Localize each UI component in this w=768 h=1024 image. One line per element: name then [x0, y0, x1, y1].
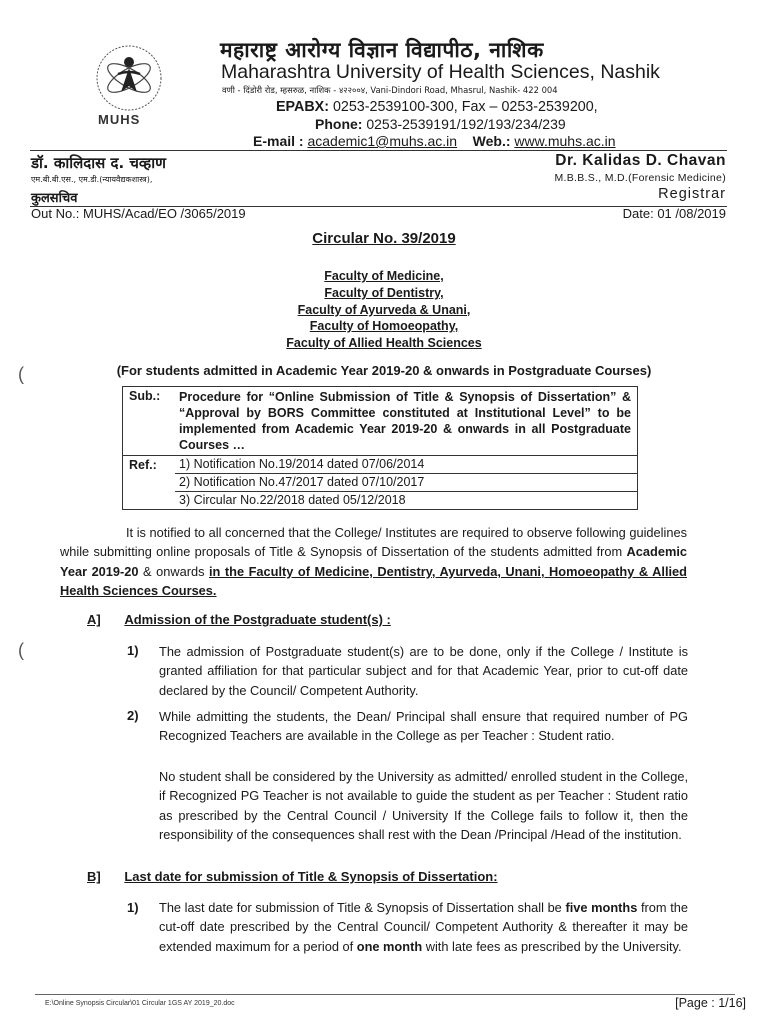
email-link[interactable]: academic1@muhs.ac.in [307, 133, 458, 149]
epabx-line [276, 99, 598, 115]
reference-row [123, 456, 637, 509]
email-label: E-mail : [253, 133, 304, 149]
faculty-item: Faculty of Homoeopathy, [309, 319, 459, 334]
registrar-quals: M.B.B.S., M.D.(Forensic Medicine) [554, 172, 726, 184]
faculty-item: Faculty of Medicine, [324, 269, 444, 283]
footer-file-path: E:\Online Synopsis Circular\01 Circular 1GS AY 2019_20.doc [45, 1000, 235, 1007]
section-b-text-c: from the cut-off date prescribed by the Central Council/ Competent Authority & thereafter it may be extended maximum for a period of [159, 900, 688, 954]
intro-faculties: in the Faculty of Medicine, Dentistry, Ayurveda, Unani, Homoeopathy & Allied Health Sciences Courses. [60, 563, 687, 599]
section-a-item-1-number: 1) [127, 643, 139, 658]
faculty-item: Faculty of Ayurveda & Unani, [297, 302, 471, 317]
epabx-value: 0253-2539100-300, Fax – 0253-2539200, [328, 99, 598, 115]
punch-mark: ( [18, 364, 24, 384]
reference-item: 3) Circular No.22/2018 dated 05/12/2018 [179, 493, 406, 507]
reference-list [175, 456, 637, 509]
epabx-label: EPABX: [276, 99, 329, 115]
phone-line [315, 116, 566, 132]
section-a-letter: A] [87, 612, 101, 627]
section-b-text-a: The last date for submission of Title & Synopsis of Dissertation shall be [159, 900, 566, 915]
registrar-name-hindi: डॉ. कालिदास द. चव्हाण [31, 154, 166, 172]
outward-number: Out No.: MUHS/Acad/EO /3065/2019 [31, 206, 246, 221]
section-a-item-2-number: 2) [127, 708, 139, 723]
faculty-item: Faculty of Allied Health Sciences [286, 336, 482, 351]
university-name-hindi: महाराष्ट्र आरोग्य विज्ञान विद्यापीठ, नाशिक [220, 38, 544, 62]
footer-divider [35, 994, 735, 995]
phone-label: Phone: [315, 116, 363, 132]
intro-text: It is notified to all concerned that the College/ Institutes are required to observe following guidelines while submitting online proposals of Title & Synopsis of Dissertation of the students admitted from [60, 525, 687, 560]
email-web-line [253, 133, 616, 149]
registrar-designation: Registrar [658, 186, 726, 202]
subject-reference-table [122, 386, 638, 510]
circular-date: Date: 01 /08/2019 [622, 206, 726, 221]
subject-text: Procedure for “Online Submission of Title & Synopsis of Dissertation” & “Approval by BORS Committee constituted at Institutional Level” to be implemented from Academic Year 2019-20 & onwards in all Postgraduate Courses … [179, 390, 631, 452]
section-a-item-1-text: The admission of Postgraduate student(s) are to be done, only if the College / Institute is granted affiliation for that particular subject and for that Academic Year, prior to cut-off date declared by the Council/ Competent Authority. [159, 644, 688, 698]
section-b-letter: B] [87, 869, 101, 884]
punch-mark: ( [18, 640, 24, 660]
intro-mid: & onwards [138, 563, 209, 579]
registrar-designation-hindi: कुलसचिव [31, 191, 78, 206]
muhs-emblem-icon [88, 40, 170, 120]
phone-value: 0253-2539191/192/193/234/239 [362, 116, 566, 132]
reference-item: 1) Notification No.19/2014 dated 07/06/2014 [175, 456, 637, 474]
reference-item: 2) Notification No.47/2017 dated 07/10/2017 [175, 474, 637, 492]
web-link[interactable]: www.muhs.ac.in [514, 133, 616, 149]
section-a-item-2-text: While admitting the students, the Dean/ Principal shall ensure that required number of PG Recognized Teachers are available in the College as per Teacher : Student ratio. [159, 709, 688, 744]
section-b-heading [87, 869, 498, 884]
scope-note: (For students admitted in Academic Year 2019-20 & onwards in Postgraduate Courses) [116, 363, 652, 378]
faculty-list [0, 268, 768, 352]
reference-label: Ref.: [129, 458, 157, 472]
header-divider [30, 150, 727, 151]
web-label: Web.: [472, 133, 511, 149]
section-b-one-month: one month [356, 938, 423, 954]
section-a-note: No student shall be considered by the University as admitted/ enrolled student in the College, if Recognized PG Teacher is not available to guide the student as per Teacher : Student ratio as prescribed by the Central Council / University If the College fails to follow it, then the responsibility of the consequences shall rest with the Dean /Principal /Head of the institution. [159, 769, 688, 843]
section-b-item-1-number: 1) [127, 900, 139, 915]
university-name: Maharashtra University of Health Sciences, Nashik [221, 61, 660, 83]
intro-academic-year: Academic Year 2019-20 [60, 544, 687, 579]
section-a-title: Admission of the Postgraduate student(s) : [124, 612, 391, 627]
subject-row [123, 387, 637, 456]
section-a-heading [87, 612, 391, 627]
logo-caption: MUHS [98, 112, 141, 127]
section-b-item-1-text [159, 898, 688, 956]
circular-title: Circular No. 39/2019 [312, 230, 456, 247]
registrar-quals-hindi: एम.बी.बी.एस., एम.डी.(न्यायवैद्यकशास्त्र), [31, 175, 153, 184]
section-b-text-d: with late fees as prescribed by the University. [422, 938, 682, 954]
page-number: [Page : 1/16] [675, 996, 746, 1010]
subject-label: Sub.: [129, 389, 161, 403]
section-b-five-months: five months [565, 900, 638, 915]
university-address: वणी - दिंडोरी रोड, म्हसरुळ, नाशिक - ४२२००४, Vani-Dindori Road, Mhasrul, Nashik- 422 004 [222, 85, 558, 95]
faculty-item: Faculty of Dentistry, [324, 285, 444, 300]
registrar-name: Dr. Kalidas D. Chavan [555, 152, 726, 169]
intro-paragraph [60, 523, 687, 601]
section-b-title: Last date for submission of Title & Synopsis of Dissertation: [124, 869, 498, 884]
